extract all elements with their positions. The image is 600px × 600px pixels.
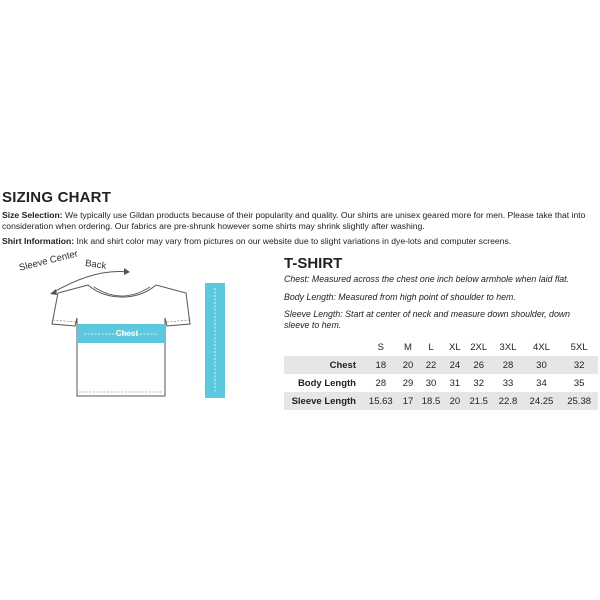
table-row bbox=[284, 374, 598, 392]
table-cell: 29 bbox=[402, 377, 414, 389]
row-label: Body Length bbox=[297, 377, 356, 389]
size-header: M bbox=[404, 341, 412, 353]
chest-label: Chest bbox=[115, 329, 139, 338]
chest-description: Chest: Measured across the chest one inch below armhole when laid flat. bbox=[284, 274, 570, 284]
size-selection-text: We typically use Gildan products because of their popularity and quality. Our shirts are unisex geared more for men. Please take that into consideration when ordering. Our fabrics are pre-shrunk however some shirts may shrink slightly after washing. bbox=[2, 210, 586, 231]
table-row bbox=[284, 356, 598, 374]
table-cell: 17 bbox=[400, 392, 417, 410]
size-header: 3XL bbox=[499, 341, 517, 353]
sleeve-center-label: Sleeve Center bbox=[18, 248, 80, 274]
table-cell: 18 bbox=[362, 356, 400, 374]
table-cell: 34 bbox=[536, 377, 547, 389]
table-cell: 25.38 bbox=[560, 392, 598, 410]
table-cell: 24.25 bbox=[523, 392, 561, 410]
tshirt-diagram bbox=[0, 0, 280, 420]
size-header: 2XL bbox=[470, 341, 488, 353]
table-cell: 30 bbox=[425, 377, 437, 389]
table-cell: 22 bbox=[416, 356, 445, 374]
corner-cell bbox=[284, 338, 362, 356]
table-cell: 22.8 bbox=[493, 392, 522, 410]
shirt-info-label: Shirt Information: bbox=[2, 236, 75, 246]
table-cell: 35 bbox=[573, 377, 585, 389]
body-length-description: Body Length: Measured from high point of shoulder to hem. bbox=[284, 292, 516, 302]
tshirt-title: T-SHIRT bbox=[284, 255, 343, 272]
back-label: Back bbox=[84, 258, 107, 272]
row-label: Sleeve Length bbox=[284, 392, 362, 410]
table-cell: 24 bbox=[446, 356, 464, 374]
table-cell: 28 bbox=[375, 377, 387, 389]
page-title: SIZING CHART bbox=[2, 189, 112, 206]
table-row bbox=[284, 392, 598, 410]
row-label: Chest bbox=[284, 356, 362, 374]
sleeve-length-description: Sleeve Length: Start at center of neck and measure down shoulder, down sleeve to hem. bbox=[284, 309, 571, 330]
table-cell: 15.63 bbox=[362, 392, 400, 410]
table-cell: 18.5 bbox=[416, 392, 445, 410]
sleeve-arrow-right bbox=[124, 268, 130, 275]
size-header: XL bbox=[449, 341, 461, 353]
table-cell: 33 bbox=[502, 377, 514, 389]
table-cell: 26 bbox=[464, 356, 493, 374]
table-cell: 20 bbox=[446, 392, 464, 410]
size-table bbox=[284, 338, 598, 410]
sleeve-arrow-left bbox=[50, 289, 57, 295]
body-length-label: Body Length bbox=[226, 312, 236, 364]
size-header: L bbox=[428, 341, 434, 353]
table-cell: 32 bbox=[473, 377, 484, 389]
shirt-info-text: Ink and shirt color may vary from pictures on our website due to slight variations in dye-lots and computer screens. bbox=[74, 236, 512, 246]
table-cell: 20 bbox=[400, 356, 417, 374]
size-header: S bbox=[377, 341, 384, 353]
table-cell: 30 bbox=[523, 356, 561, 374]
size-header: 5XL bbox=[570, 341, 588, 353]
table-cell: 21.5 bbox=[464, 392, 493, 410]
size-header-row bbox=[284, 338, 598, 356]
table-cell: 28 bbox=[493, 356, 522, 374]
size-selection-label: Size Selection: bbox=[2, 210, 63, 220]
table-cell: 31 bbox=[449, 377, 461, 389]
size-header: 4XL bbox=[532, 341, 550, 353]
table-cell: 32 bbox=[560, 356, 598, 374]
